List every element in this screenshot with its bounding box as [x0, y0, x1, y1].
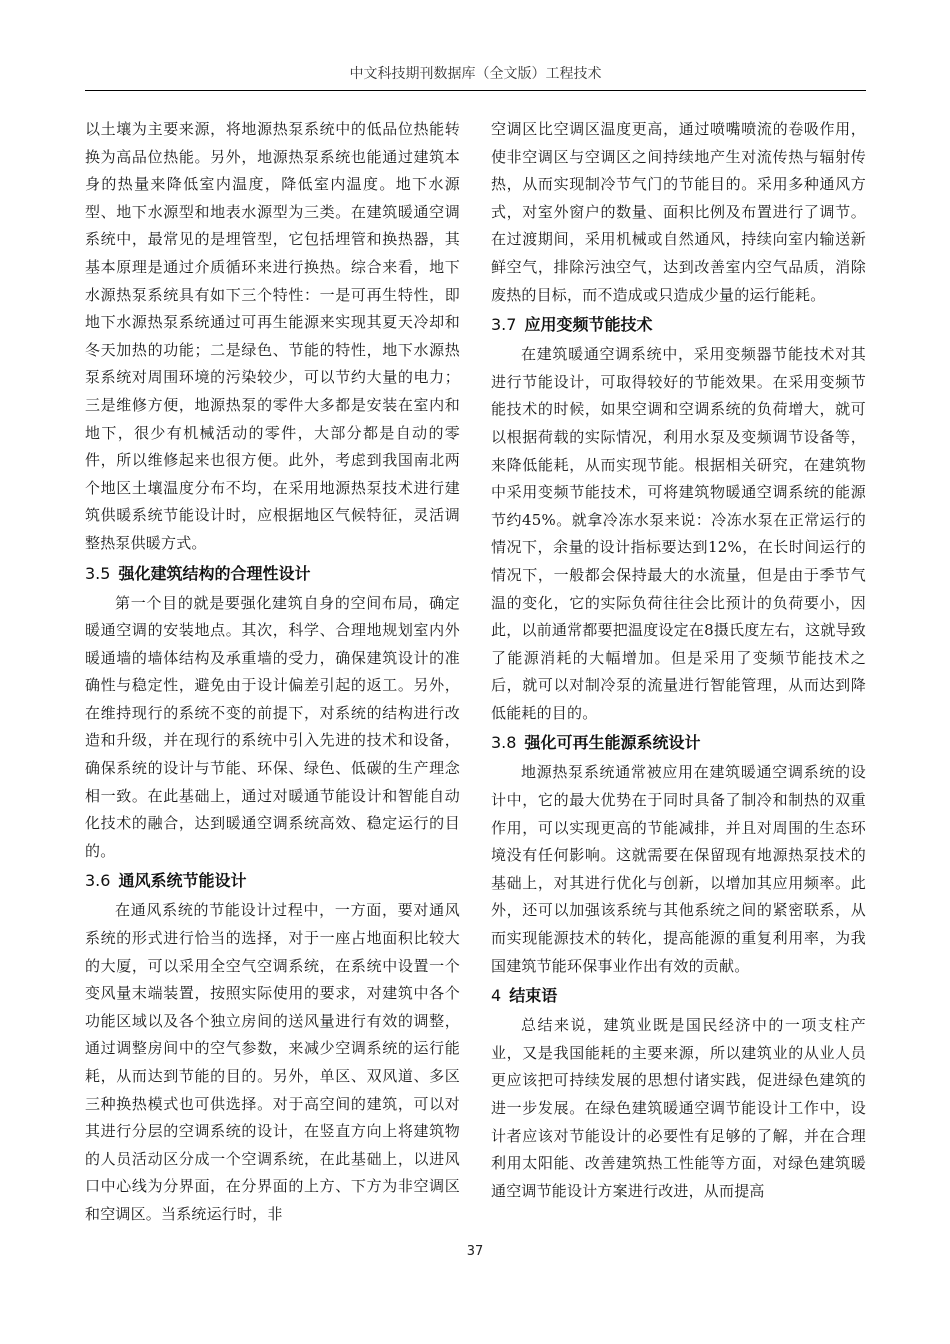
page-number: 37	[466, 1244, 484, 1259]
right-column	[491, 116, 866, 1226]
section-3-5-heading	[85, 560, 460, 588]
section-3-6-number: 3.6	[85, 871, 111, 891]
section-3-7-heading	[491, 311, 866, 339]
section-3-5-title: 强化建筑结构的合理性设计	[118, 563, 311, 583]
section-3-6-title: 通风系统节能设计	[118, 871, 247, 891]
section-3-6-body: 在通风系统的节能设计过程中，一方面，要对通风系统的形式进行恰当的选择，对于一座占地面积比较大的大厦，可以采用全空气空调系统，在系统中设置一个变风量末端装置，按照实际使用的要求，对建筑中各个功能区域以及各个独立房间的送风量进行有效的调整，通过调整房间中的空气参数，来减少空调系统的运行能耗，从而达到节能的目的。另外，单区、双风道、多区三种换热模式也可供选择。对于高空间的建筑，可以对其进行分层的空调系统的设计，在竖直方向上将建筑物的人员活动区分成一个空调系统，在此基础上，以进风口中心线为分界面，在分界面的上方、下方为非空调区和空调区。当系统运行时，非	[85, 901, 460, 1223]
section-4-body: 总结来说，建筑业既是国民经济中的一项支柱产业，又是我国能耗的主要来源，所以建筑业的从业人员更应该把可持续发展的思想付诸实践，促进绿色建筑的进一步发展。在绿色建筑暖通空调节能设计工作中，设计者应该对节能设计的必要性有足够的了解，并在合理利用太阳能、改善建筑热工性能等方面，对绿色建筑暖通空调节能设计方案进行改进，从而提高	[491, 1016, 866, 1200]
section-3-5-body: 第一个目的就是要强化建筑自身的空间布局，确定暖通空调的安装地点。其次，科学、合理地规划室内外暖通墙的墙体结构及承重墙的受力，确保建筑设计的准确性与稳定性，避免由于设计偏差引起的返工。另外，在维持现行的系统不变的前提下，对系统的结构进行改造和升级，并在现行的系统中引入先进的技术和设备，确保系统的设计与节能、环保、绿色、低碳的生产理念相一致。在此基础上，通过对暖通节能设计和智能自动化技术的融合，达到暖通空调系统高效、稳定运行的目的。	[85, 593, 460, 860]
section-3-8-heading	[491, 729, 866, 757]
section-3-5-number: 3.5	[85, 563, 111, 583]
continued-paragraph: 空调区比空调区温度更高，通过喷嘴喷流的卷吸作用，使非空调区与空调区之间持续地产生对流传热与辐射传热，从而实现制冷节气门的节能目的。采用多种通风方式，对室外窗户的数量、面积比例及布置进行了调节。在过渡期间，采用机械或自然通风，持续向室内输送新鲜空气，排除污浊空气，达到改善室内空气品质，消除废热的目标，而不造成或只造成少量的运行能耗。	[491, 120, 866, 304]
section-3-7-body: 在建筑暖通空调系统中，采用变频器节能技术对其进行节能设计，可取得较好的节能效果。在采用变频节能技术的时候，如果空调和空调系统的负荷增大，就可以根据荷载的实际情况，利用水泵及变频调节设备等，来降低能耗，从而实现节能。根据相关研究，在建筑物中采用变频节能技术，可将建筑物暖通空调系统的能源节约45%。就拿冷冻水泵来说：冷冻水泵在正常运行的情况下，余量的设计指标要达到12%，在长时间运行的情况下，一般都会保持最大的水流量，但是由于季节气温的变化，它的实际负荷往往会比预计的负荷要小，因此，以前通常都要把温度设定在8摄氏度左右，这就导致了能源消耗的大幅增加。但是采用了变频节能技术之后，就可以对制冷泵的流量进行智能管理，从而达到降低能耗的目的。	[491, 345, 866, 722]
section-3-8-title: 强化可再生能源系统设计	[524, 733, 701, 753]
section-3-8-number: 3.8	[491, 733, 517, 753]
left-column	[85, 116, 460, 1226]
section-4-title: 结束语	[509, 986, 558, 1006]
journal-header	[85, 64, 866, 91]
journal-title: 中文科技期刊数据库（全文版）工程技术	[349, 66, 602, 82]
section-4-heading	[491, 982, 866, 1010]
section-3-7-title: 应用变频节能技术	[524, 315, 653, 335]
section-3-8-body: 地源热泵系统通常被应用在建筑暖通空调系统的设计中，它的最大优势在于同时具备了制冷和制热的双重作用，可以实现更高的节能减排，并且对周围的生态环境没有任何影响。这就需要在保留现有地源热泵技术的基础上，对其进行优化与创新，以增加其应用频率。此外，还可以加强该系统与其他系统之间的紧密联系，从而实现能源技术的转化，提高能源的重复利用率，为我国建筑节能环保事业作出有效的贡献。	[491, 763, 866, 975]
section-3-7-number: 3.7	[491, 315, 517, 335]
intro-paragraph: 以土壤为主要来源，将地源热泵系统中的低品位热能转换为高品位热能。另外，地源热泵系统也能通过建筑本身的热量来降低室内温度，降低室内温度。地下水源型、地下水源型和地表水源型为三类。在建筑暖通空调系统中，最常见的是埋管型，它包括埋管和换热器，其基本原理是通过介质循环来进行换热。综合来看，地下水源热泵系统具有如下三个特性：一是可再生特性，即地下水源热泵系统通过可再生能源来实现其夏天冷却和冬天加热的功能；二是绿色、节能的特性，地下水源热泵系统对周围环境的污染较少，可以节约大量的电力；三是维修方便，地源热泵的零件大多都是安装在室内和地下，很少有机械活动的零件，大部分都是自动的零件，所以维修起来也很方便。此外，考虑到我国南北两个地区土壤温度分布不均，在采用地源热泵技术进行建筑供暖系统节能设计时，应根据地区气候特征，灵活调整热泵供暖方式。	[85, 120, 460, 552]
section-3-6-heading	[85, 867, 460, 895]
section-4-number: 4	[491, 986, 502, 1006]
